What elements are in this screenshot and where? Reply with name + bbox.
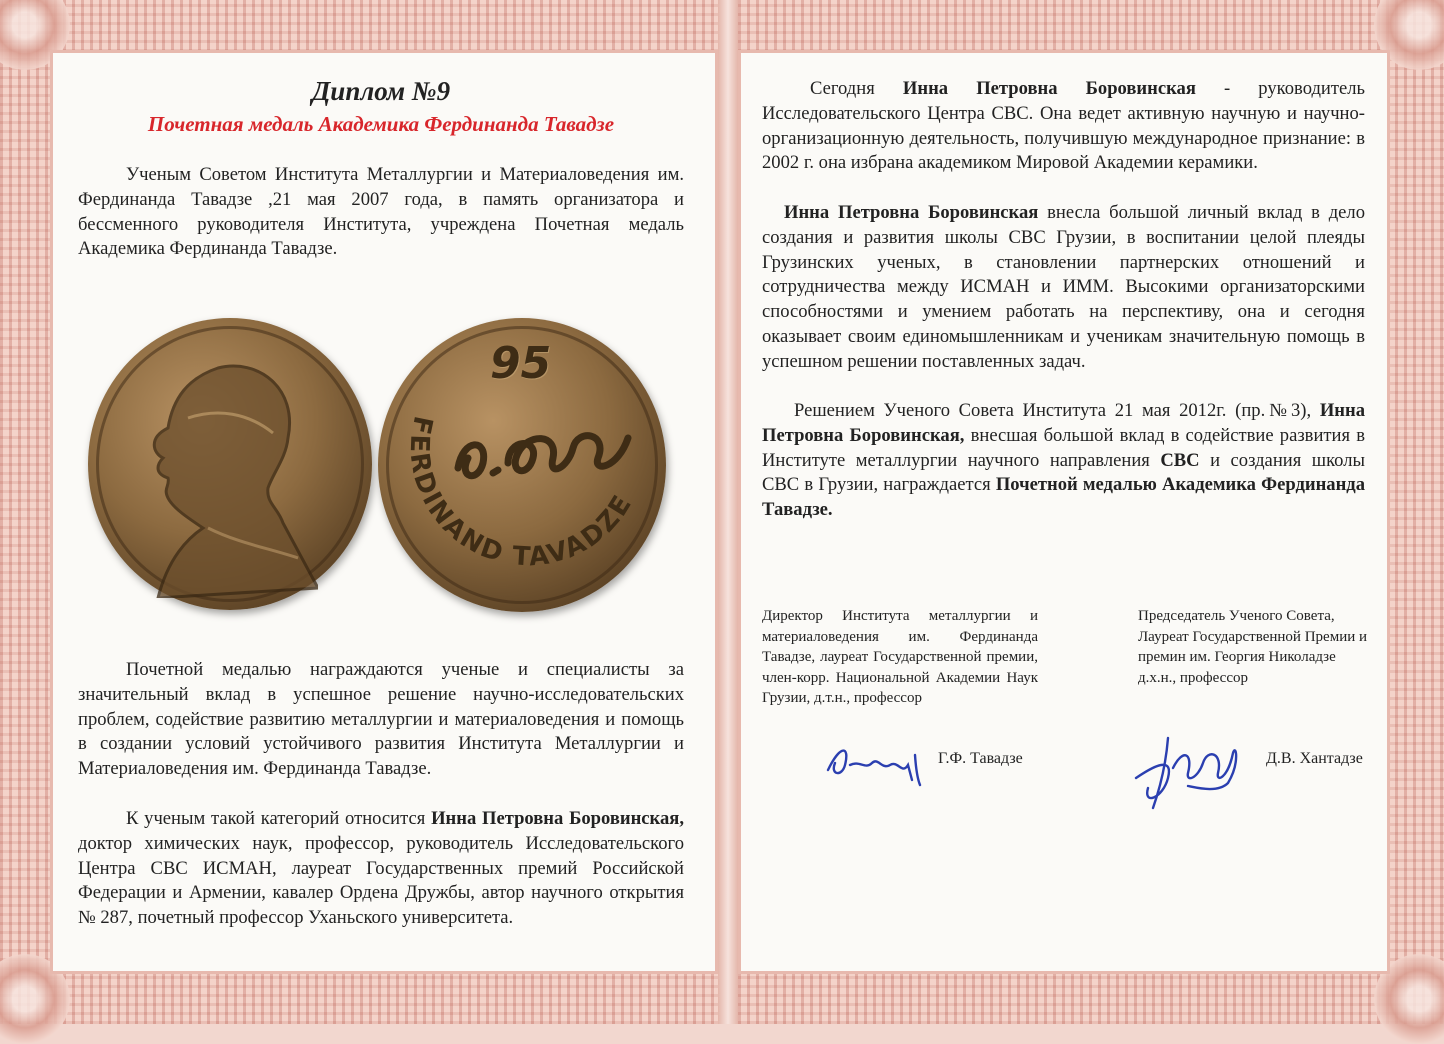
intro-paragraph: Ученым Советом Института Металлургии и Материаловедения им. Фердинанда Тавадзе ,21 мая 2007 года, в память организатора и бессменного руководителя Института, учреждена Почетная медаль Академика Фердинанда Тавадзе. (78, 164, 684, 260)
book-spine (718, 0, 738, 1024)
right-paragraph-1: Сегодня Инна Петровна Боровинская - руководитель Исследовательского Центра СВС. Она ведет активную научную и научно-организационную деятельность, получившую международное признание: в 2002 г. она избрана академиком Мировой Академии керамики. (762, 78, 1366, 174)
portrait-relief-icon (148, 358, 318, 598)
right-paragraph-3: Решением Ученого Совета Института 21 мая 2012г. (пр.№3), Инна Петровна Боровинская, внесшая большой вклад в содействие развития в Институте металлургии научного направления СВС и создания школы СВС в Грузии, награждается Почетной медалью Академика Фердинанда Тавадзе. (762, 400, 1365, 521)
right-paragraph-2: Инна Петровна Боровинская внесла большой личный вклад в дело создания и развития школы СВС Грузии, в воспитании целой плеяды Грузинских ученых, в становлении партнерских отношений и сотрудничества между ИСМАН и ИММ. Высокими организаторскими способностями и умением работать на перспективу, она и сегодня оказывает своим единомышленникам и ученикам значительную помощь в успешном решении поставленных задач. (762, 202, 1365, 372)
medal-reverse (378, 318, 666, 612)
director-signature-icon (820, 735, 930, 790)
medal-obverse (88, 318, 372, 610)
chairman-signature-icon (1128, 728, 1248, 813)
laureate-name: Инна Петровна Боровинская, (431, 808, 684, 829)
director-title: Директор Института металлургии и материаловедения им. Фердинанда Тавадзе, лауреат Государственной премии, член-корр. Национальной Академии Наук Грузии, д.т.н., профессор (762, 608, 1038, 706)
medal-number: 95 (490, 338, 552, 389)
medal-inscription (378, 318, 666, 612)
director-name: Г.Ф. Тавадзе (938, 750, 1023, 767)
chairman-name: Д.В. Хантадзе (1266, 750, 1363, 767)
diploma-subtitle: Почетная медаль Академика Фердинанда Тавадзе (147, 112, 615, 136)
laureate-paragraph: К ученым такой категорий относится Инна Петровна Боровинская, доктор химических наук, профессор, руководитель Исследовательского Центра СВС ИСМАН, лауреат Государственных премий Российской Федерации и Армении, кавалер Ордена Дружбы, автор научного открытия № 287, почетный профессор Уханьского университета. (78, 808, 684, 929)
chairman-title: Председатель Ученого Совета, Лауреат Государственной Премии и премин им. Георгия Николадзе д.х.н., профессор (1138, 608, 1368, 686)
award-criteria-paragraph: Почетной медалью награждаются ученые и специалисты за значительный вклад в успешное решение научно-исследовательских проблем, содействие развитию металлургии и материаловедения и помощь в создании условий устойчивого развития Института Металлургии и Материаловедения им. Фердинанда Тавадзе. (78, 659, 684, 780)
svg-text:FERDINAND TAVADZE: FERDINAND TAVADZE (403, 413, 639, 573)
diploma-title: Диплом №9 (311, 76, 451, 106)
